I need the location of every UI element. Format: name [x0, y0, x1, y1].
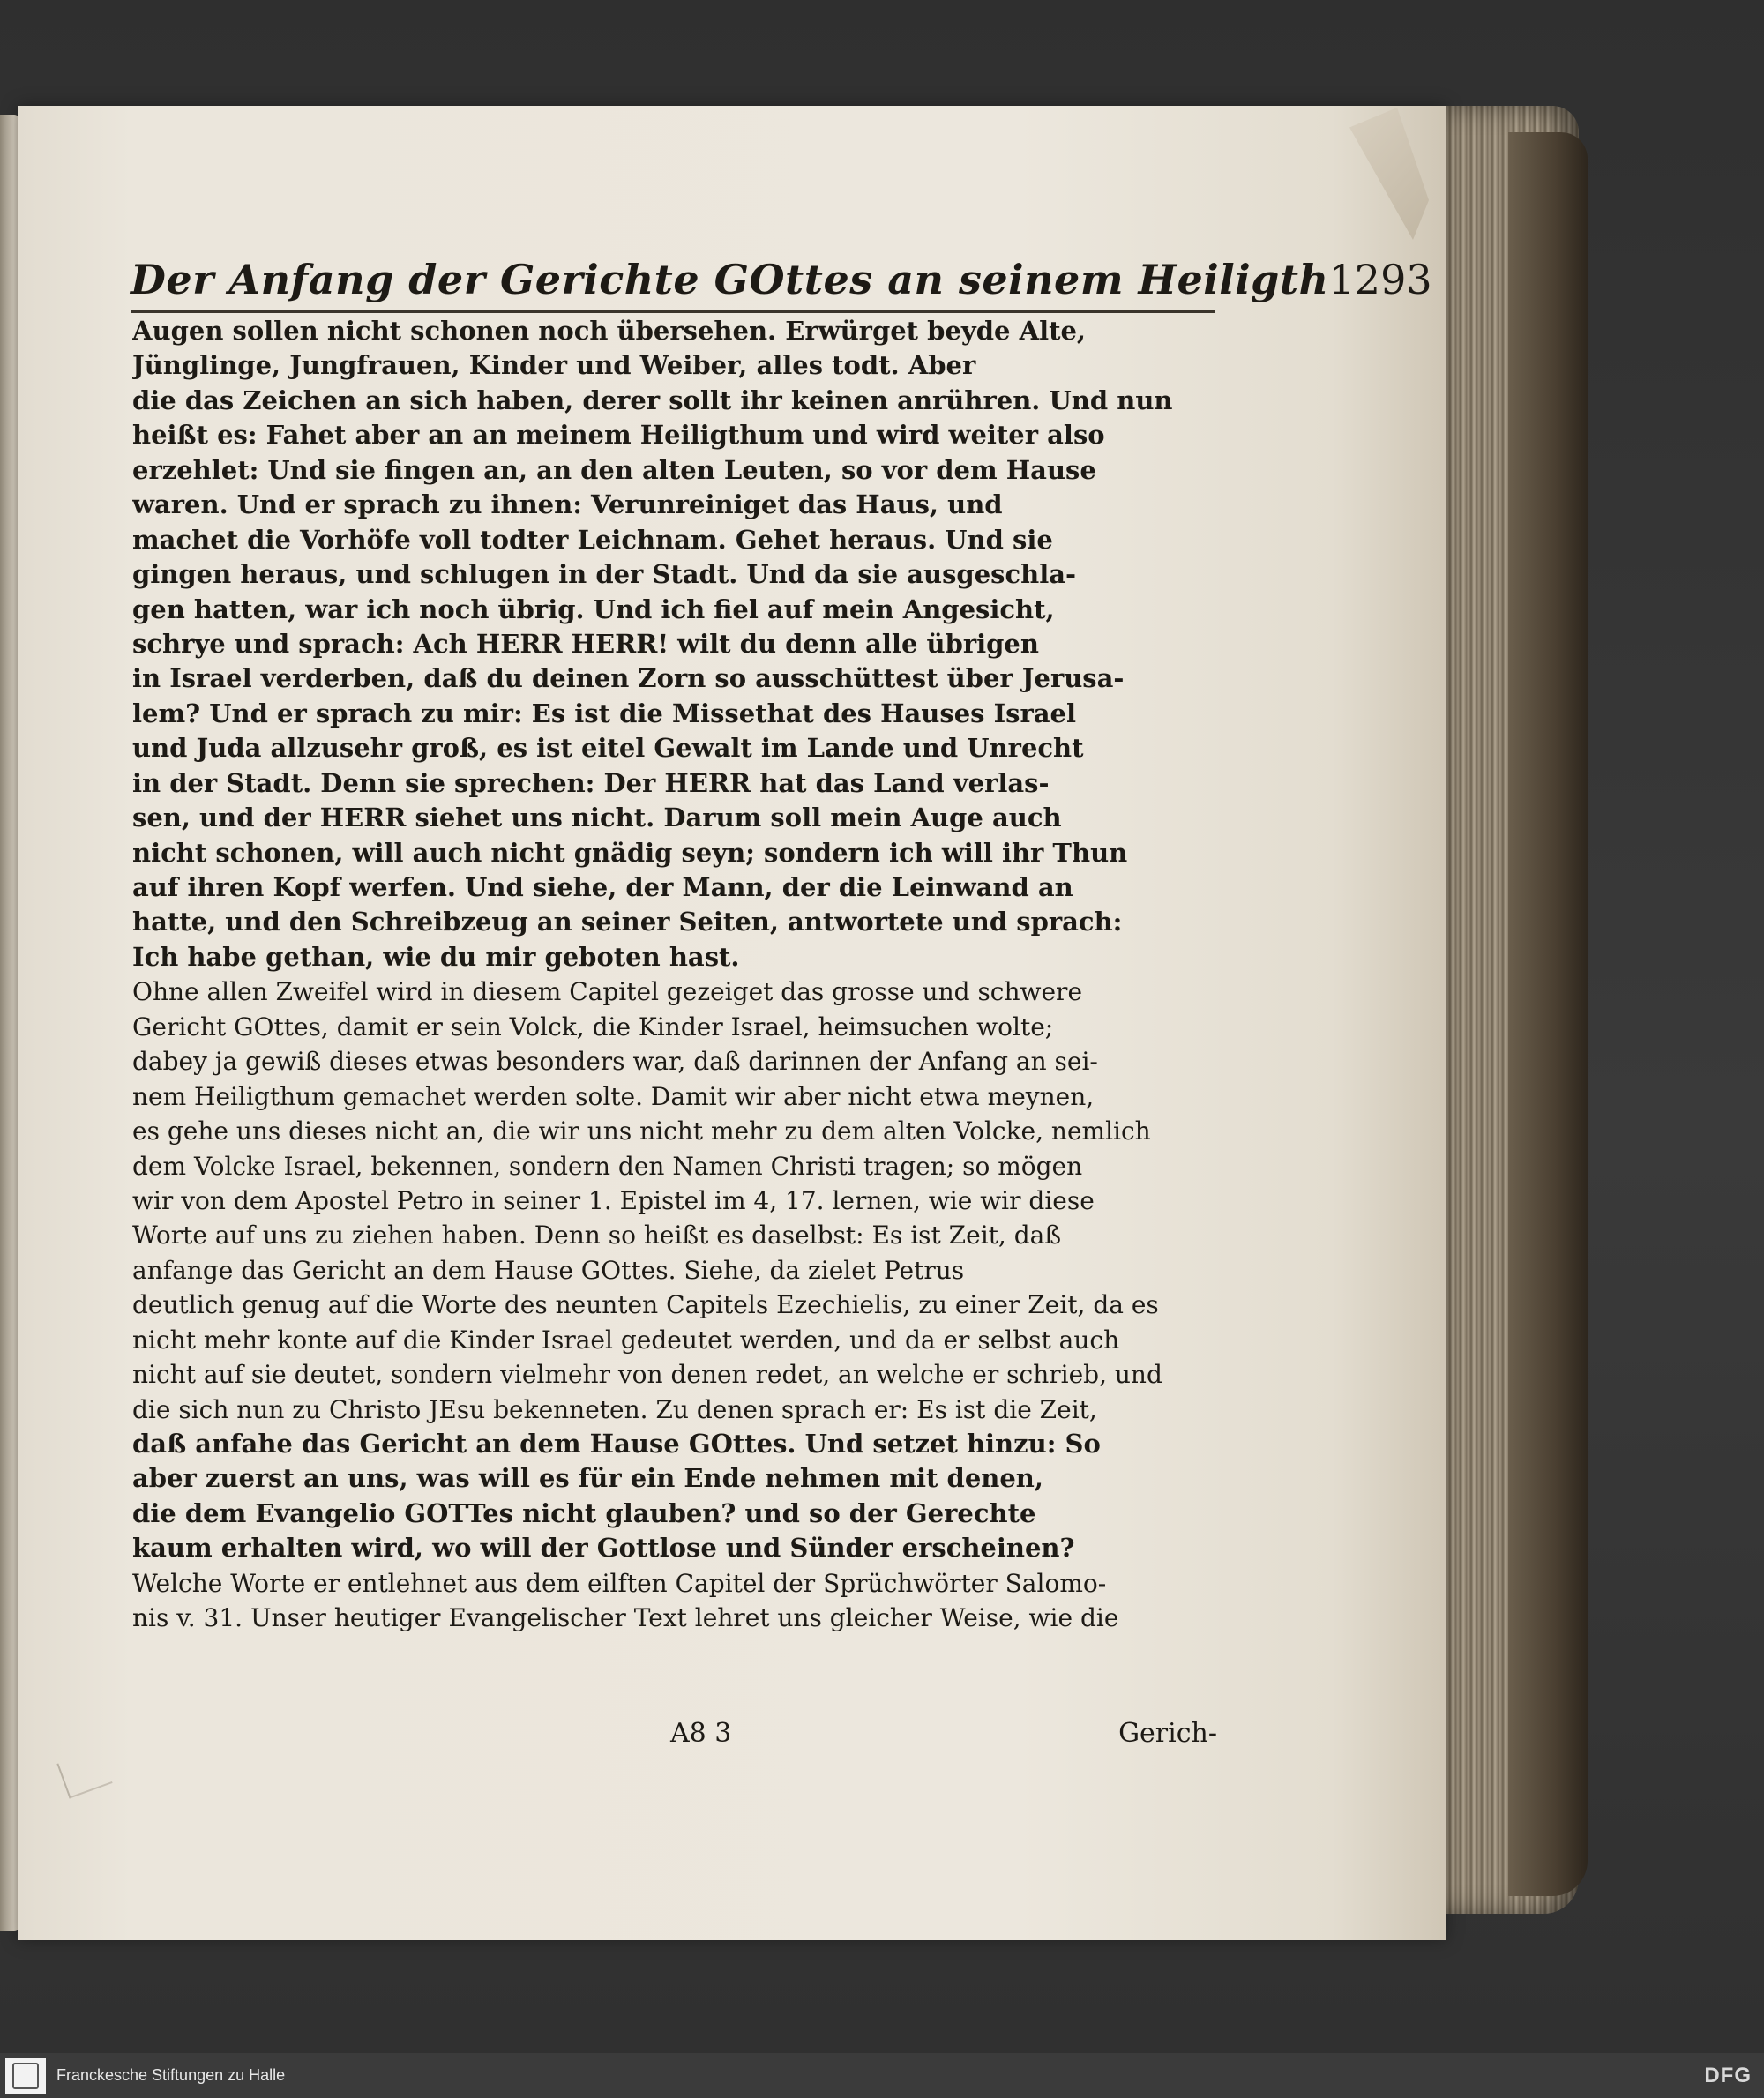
text-line: kaum erhalten wird, wo will der Gottlose und Sünder erscheinen?: [132, 1533, 1075, 1564]
text-line: in der Stadt. Denn sie sprechen: Der HERR hat das Land verlas-: [132, 767, 1050, 798]
text-line: heißt es: Fahet aber an an meinem Heiligthum und wird weiter also: [132, 420, 1105, 451]
text-line: die sich nun zu Christo JEsu bekenneten. Zu denen sprach er: Es ist die Zeit,: [132, 1394, 1097, 1424]
text-line: nicht schonen, will auch nicht gnädig seyn; sondern ich will ihr Thun: [132, 837, 1128, 868]
text-line: Jünglinge, Jungfrauen, Kinder und Weiber, alles todt. Aber: [132, 350, 976, 381]
text-line: Worte auf uns zu ziehen haben. Denn so heißt es daselbst: Es ist Zeit, daß: [132, 1221, 1062, 1251]
text-line: waren. Und er sprach zu ihnen: Verunreiniget das Haus, und: [132, 489, 1003, 520]
text-line: nem Heiligthum gemachet werden solte. Damit wir aber nicht etwa meynen,: [132, 1081, 1095, 1111]
text-line: anfange das Gericht an dem Hause GOttes. Siehe, da zielet Petrus: [132, 1255, 965, 1285]
text-line: Welche Worte er entlehnet aus dem eilften Capitel der Sprüchwörter Salomo-: [132, 1568, 1107, 1598]
text-line: lem? Und er sprach zu mir: Es ist die Missethat des Hauses Israel: [132, 698, 1076, 728]
running-title: Der Anfang der Gerichte GOttes an seinem Heiligth: [131, 256, 1329, 303]
catchword: Gerich-: [1118, 1718, 1217, 1749]
text-line: in Israel verderben, daß du deinen Zorn so ausschüttest über Jerusa-: [132, 663, 1125, 694]
running-head: [131, 249, 1432, 303]
text-line: und Juda allzusehr groß, es ist eitel Gewalt im Lande und Unrecht: [132, 733, 1084, 764]
left-page-edge: [0, 115, 19, 1931]
text-line: nis v. 31. Unser heutiger Evangelischer Text lehret uns gleicher Weise, wie die: [132, 1603, 1119, 1633]
text-line: aber zuerst an uns, was will es für ein Ende nehmen mit denen,: [132, 1463, 1043, 1494]
text-line: die dem Evangelio GOTTes nicht glauben? und so der Gerechte: [132, 1497, 1036, 1528]
institution-logo-icon: [5, 2058, 46, 2094]
viewer-footer-bar: [0, 2053, 1764, 2098]
text-line: daß anfahe das Gericht an dem Hause GOttes. Und setzet hinzu: So: [132, 1429, 1101, 1459]
text-line: machet die Vorhöfe voll todter Leichnam. Gehet heraus. Und sie: [132, 524, 1053, 555]
text-line: wir von dem Apostel Petro in seiner 1. Epistel im 4, 17. lernen, wie wir diese: [132, 1185, 1095, 1215]
text-line: nicht auf sie deutet, sondern vielmehr von denen redet, an welche er schrieb, und: [132, 1360, 1162, 1390]
book-cover-edge: [1508, 132, 1588, 1896]
text-line: dabey ja gewiß dieses etwas besonders war, daß darinnen der Anfang an sei-: [132, 1047, 1098, 1077]
text-line: sen, und der HERR siehet uns nicht. Darum soll mein Auge auch: [132, 803, 1062, 833]
text-line: die das Zeichen an sich haben, derer sollt ihr keinen anrühren. Und nun: [132, 385, 1173, 415]
page-number: 1293: [1328, 256, 1432, 303]
signature-mark: A8 3: [670, 1718, 732, 1749]
text-line: auf ihren Kopf werfen. Und siehe, der Mann, der die Leinwand an: [132, 872, 1073, 902]
text-line: erzehlet: Und sie fingen an, an den alten Leuten, so vor dem Hause: [132, 454, 1096, 485]
text-line: es gehe uns dieses nicht an, die wir uns nicht mehr zu dem alten Volcke, nemlich: [132, 1116, 1151, 1146]
text-line: Augen sollen nicht schonen noch übersehen. Erwürget beyde Alte,: [132, 316, 1087, 346]
dfg-logo: DFG: [1704, 2064, 1752, 2087]
text-line: nicht mehr konte auf die Kinder Israel gedeutet werden, und da er selbst auch: [132, 1325, 1120, 1355]
page-footer: [132, 1718, 1217, 1753]
text-line: gingen heraus, und schlugen in der Stadt. Und da sie ausgeschla-: [132, 559, 1077, 590]
text-line: Gericht GOttes, damit er sein Volck, die Kinder Israel, heimsuchen wolte;: [132, 1012, 1054, 1042]
institution-name: Franckesche Stiftungen zu Halle: [56, 2066, 286, 2084]
body-text: [132, 314, 1217, 1636]
text-line: deutlich genug auf die Worte des neunten Capitels Ezechielis, zu einer Zeit, da es: [132, 1290, 1159, 1320]
text-line: Ohne allen Zweifel wird in diesem Capitel gezeiget das grosse und schwere: [132, 977, 1083, 1007]
text-line: hatte, und den Schreibzeug an seiner Seiten, antwortete und sprach:: [132, 907, 1123, 937]
text-line: dem Volcke Israel, bekennen, sondern den Namen Christi tragen; so mögen: [132, 1151, 1083, 1181]
text-line: Ich habe gethan, wie du mir geboten hast.: [132, 941, 740, 972]
text-line: gen hatten, war ich noch übrig. Und ich fiel auf mein Angesicht,: [132, 594, 1055, 624]
text-line: schrye und sprach: Ach HERR HERR! wilt du denn alle übrigen: [132, 628, 1039, 659]
head-rule: [131, 310, 1215, 313]
